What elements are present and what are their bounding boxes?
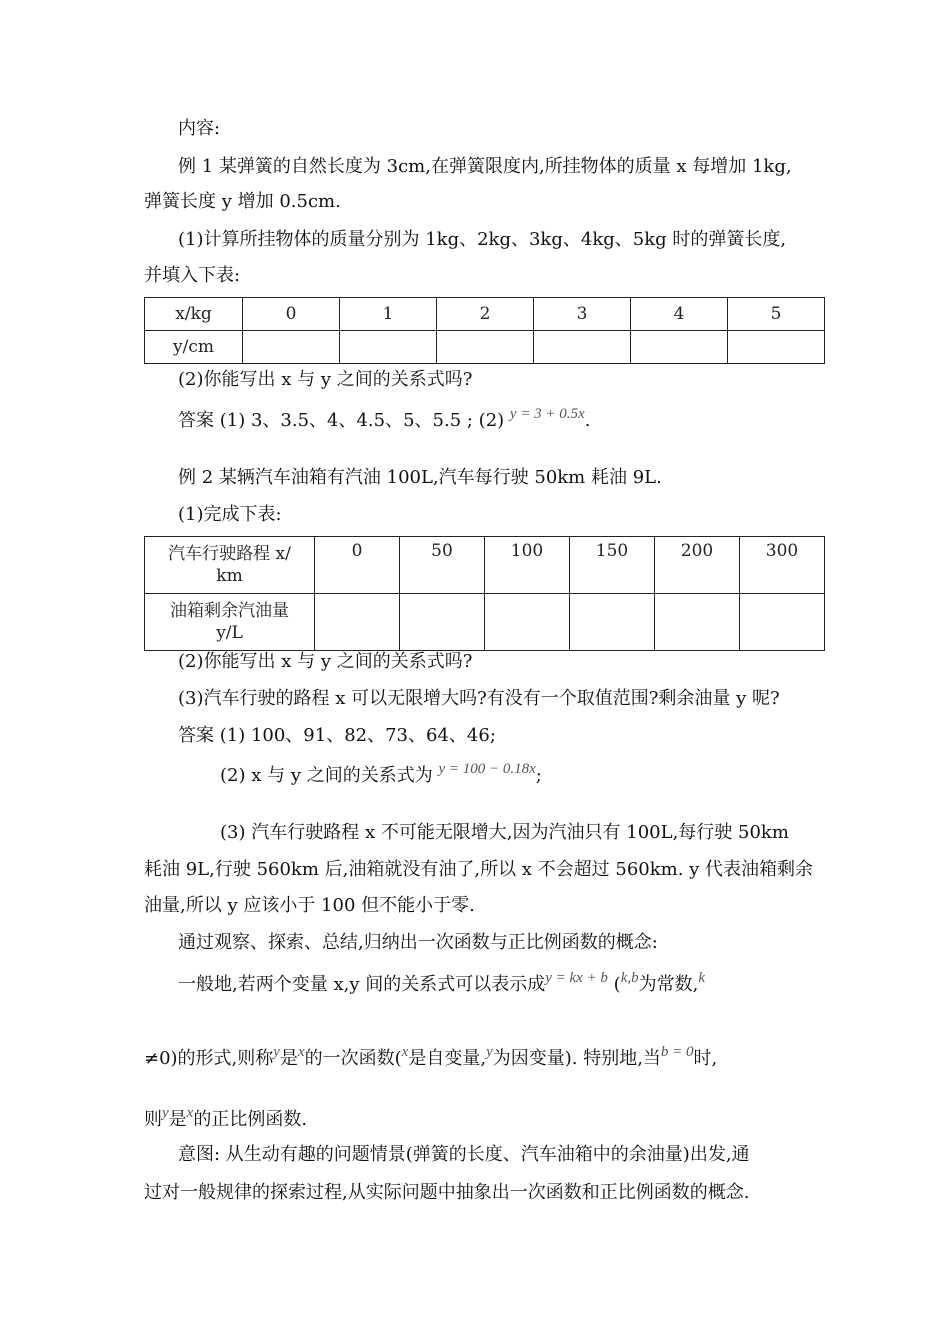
header-line: km [216,566,243,586]
def-text: 是 [168,1109,187,1130]
table-cell-empty [534,331,631,364]
example2-answer2 [220,763,542,790]
table-cell: 0 [243,298,340,331]
answer-suffix: ; [535,765,542,786]
def-text: 为常数, [638,974,699,995]
def-text: ( [607,974,621,995]
def-text: 为因变量). 特别地,当 [492,1048,661,1069]
answer-text: (2) x 与 y 之间的关系式为 [220,765,439,786]
table-row [145,537,825,594]
example2-answer3-line2: 耗油 9L,行驶 560km 后,油箱就没有油了,所以 x 不会超过 560km. y 代表油箱剩余 [144,859,814,880]
table-cell-empty [655,594,740,651]
formula-y: y [486,1044,493,1060]
table-cell-empty [400,594,485,651]
formula-y: y [162,1105,169,1121]
example2-question2: (2)你能写出 x 与 y 之间的关系式吗? [178,651,473,672]
example2-question3: (3)汽车行驶的路程 x 可以无限增大吗?有没有一个取值范围?剩余油量 y 呢? [178,688,780,709]
example2-answer1: 答案 (1) 100、91、82、73、64、46; [178,725,496,746]
header-line: 油箱剩余汽油量 [170,601,289,621]
example1-question1-line2: 并填入下表: [144,265,241,286]
formula-fuel: y = 100 − 0.18x [438,761,536,777]
table-cell: 4 [631,298,728,331]
def-text: ≠0)的形式,则称 [144,1048,274,1069]
content-label: 内容: [178,118,221,139]
table-cell: 0 [315,537,400,594]
example1-line2: 弹簧长度 y 增加 0.5cm. [144,191,341,212]
example2-answer3-line1: (3) 汽车行驶路程 x 不可能无限增大,因为汽油只有 100L,每行驶 50km [220,822,789,843]
def-text: 的一次函数( [304,1048,402,1069]
spring-length-table [144,297,825,364]
formula-y: y [273,1044,280,1060]
example2-line1: 例 2 某辆汽车油箱有汽油 100L,汽车每行驶 50km 耗油 9L. [178,467,662,488]
example2-answer3-line3: 油量,所以 y 应该小于 100 但不能小于零. [144,895,475,916]
table-cell-empty [485,594,570,651]
table-cell: 5 [728,298,825,331]
table-header-cell [145,537,315,594]
def-text: 是 [279,1048,298,1069]
table-cell: 100 [485,537,570,594]
def-text: 是自变量, [408,1048,487,1069]
header-line: y/L [216,623,243,643]
formula-x: x [297,1044,305,1060]
definition-line3 [144,1107,307,1134]
table-header-cell [145,594,315,651]
table-cell-empty [728,331,825,364]
formula-spring: y = 3 + 0.5x [509,406,585,422]
table-cell-empty [570,594,655,651]
table-cell: 200 [655,537,740,594]
table-row [145,331,825,364]
formula-linear: y = kx + b [545,970,608,986]
intent-line2: 过对一般规律的探索过程,从实际问题中抽象出一次函数和正比例函数的概念. [144,1182,750,1203]
def-text: 的正比例函数. [193,1109,308,1130]
table-cell-empty [315,594,400,651]
example1-answer [178,408,590,435]
table-cell-empty [340,331,437,364]
formula-b-zero: b = 0 [660,1044,694,1060]
table-cell-empty [631,331,728,364]
header-line: 汽车行驶路程 x/ [168,544,291,564]
table-cell-empty [243,331,340,364]
table-cell: 50 [400,537,485,594]
def-text: 一般地,若两个变量 x,y 间的关系式可以表示成 [178,974,546,995]
table-row [145,298,825,331]
table-header-cell: x/kg [145,298,243,331]
answer-suffix: . [584,410,591,431]
formula-k: k [698,970,706,986]
table-header-cell: y/cm [145,331,243,364]
example2-question1: (1)完成下表: [178,504,282,525]
example1-question1-line1: (1)计算所挂物体的质量分别为 1kg、2kg、3kg、4kg、5kg 时的弹簧长度, [178,229,787,250]
summary-intro: 通过观察、探索、总结,归纳出一次函数与正比例函数的概念: [178,932,658,953]
table-cell: 3 [534,298,631,331]
table-cell-empty [437,331,534,364]
example1-question2: (2)你能写出 x 与 y 之间的关系式吗? [178,369,473,390]
table-cell-empty [740,594,825,651]
table-cell: 1 [340,298,437,331]
formula-x: x [186,1105,194,1121]
formula-x: x [401,1044,409,1060]
table-cell: 2 [437,298,534,331]
formula-kb: k,b [620,970,639,986]
fuel-table [144,536,825,651]
table-cell: 300 [740,537,825,594]
def-text: 则 [144,1109,162,1130]
intent-line1: 意图: 从生动有趣的问题情景(弹簧的长度、汽车油箱中的余油量)出发,通 [178,1144,750,1165]
definition-line2 [144,1046,717,1073]
answer-text: 答案 (1) 3、3.5、4、4.5、5、5.5 ; (2) [178,410,510,431]
example1-line1: 例 1 某弹簧的自然长度为 3cm,在弹簧限度内,所挂物体的质量 x 每增加 1kg, [178,156,792,177]
table-cell: 150 [570,537,655,594]
definition-line1 [178,972,705,999]
table-row [145,594,825,651]
def-text: 时, [693,1048,718,1069]
